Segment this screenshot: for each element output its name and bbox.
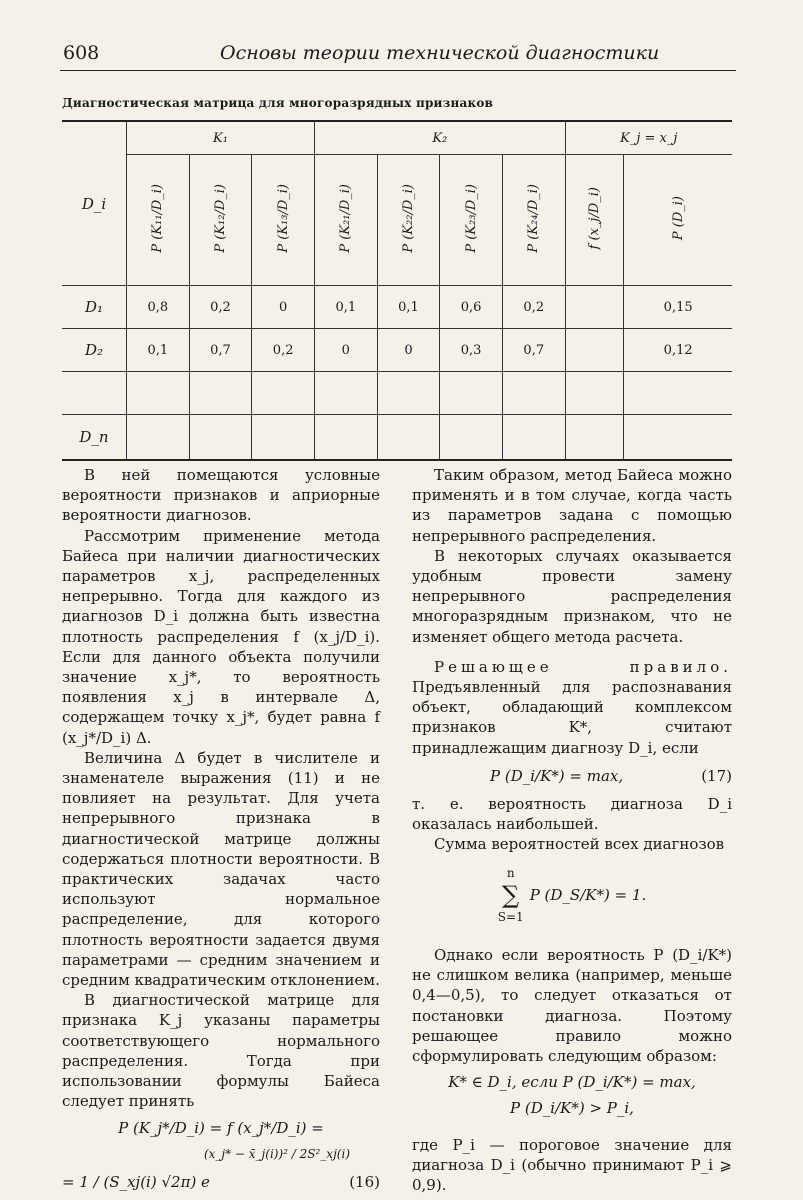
paragraph: В диагностической матрице для признака K_j указаны параметры соответствующего нормального распределения. Тогда при использовании формулы Байеса следует принять <box>62 991 380 1111</box>
table-cell <box>502 415 565 461</box>
table-cell <box>377 415 440 461</box>
table-cell: 0,1 <box>314 286 377 329</box>
right-column <box>412 465 732 1195</box>
equation-number: (17) <box>701 766 732 785</box>
table-cell: 0,12 <box>624 329 732 372</box>
equation-16 <box>62 1172 380 1192</box>
table-cell: 0 <box>252 286 315 329</box>
running-title: Основы теории технической диагностики <box>220 42 660 64</box>
table-cell: 0,1 <box>377 286 440 329</box>
row-label <box>62 372 127 415</box>
column-header: P (K₁₂/D_i) <box>189 155 252 286</box>
table-cell: 0,6 <box>440 286 503 329</box>
table-cell <box>440 372 503 415</box>
table-cell: 0,3 <box>440 329 503 372</box>
header-rule <box>60 70 736 71</box>
paragraph: В некоторых случаях оказывается удобным провести замену непрерывного распределения многоразрядным признаком, что не изменяет общего метода расчета. <box>412 546 732 646</box>
column-header: P (K₂₁/D_i) <box>314 155 377 286</box>
paragraph: Рассмотрим применение метода Байеса при наличии диагностических параметров x_j, распределенных непрерывно. Тогда для каждого из диагнозов D_i должна быть известна плотность распределения f (x_j/D_i). Если для данного объекта получили значение x_j*, то вероятность появления x_j в интервале Δ, содержащем точку x_j*, будет равна f (x_j*/D_i) Δ. <box>62 526 380 747</box>
sum-equation <box>412 863 732 927</box>
row-label: D_n <box>62 415 127 461</box>
column-header: P (K₁₃/D_i) <box>252 155 315 286</box>
table-cell <box>440 415 503 461</box>
paragraph: Величина Δ будет в числителе и знаменателе выражения (11) и не повлияет на результат. Для учета непрерывного признака в диагностической матрице должны содержаться плотности вероятности. В практических задачах часто используют нормальное распределение, для которого плотность вероятности задается двумя параметрами — средним значением и средним квадратическим отклонением. <box>62 748 380 990</box>
rule-line-2: P (D_i/K*) > P_i, <box>510 1099 634 1118</box>
row-label: D₂ <box>62 329 127 372</box>
table-cell: 0,1 <box>127 329 190 372</box>
row-label: D₁ <box>62 286 127 329</box>
paragraph: Однако если вероятность P (D_i/K*) не слишком велика (например, меньше 0,4—0,5), то следует отказаться от постановки диагноза. Поэтому решающее правило можно сформулировать следующим образом: <box>412 946 732 1066</box>
group-kj: K_j = x_j <box>565 121 732 155</box>
paragraph: Таким образом, метод Байеса можно применять и в том случае, когда часть из параметров задана с помощью непрерывного распределения. <box>412 466 732 545</box>
column-header: P (K₂₂/D_i) <box>377 155 440 286</box>
rule-line-1: K* ∈ D_i, если P (D_i/K*) = max, <box>448 1073 696 1092</box>
table-cell: 0,2 <box>189 286 252 329</box>
table-row <box>62 329 732 372</box>
column-header: P (K₂₄/D_i) <box>502 155 565 286</box>
table-cell <box>189 415 252 461</box>
table-cell: 0,7 <box>189 329 252 372</box>
table-cell <box>624 415 732 461</box>
equation-16-exponent: (x_j* − x̄_j(i))² / 2S²_xj(i) <box>203 1146 350 1161</box>
paragraph: Решающее правило. Предъявленный для распознавания объект, обладающий комплексом признаков K*, считают принадлежащим диагнозу D_i, если <box>412 657 732 757</box>
table-cell <box>314 372 377 415</box>
table-cell <box>189 372 252 415</box>
table-cell <box>127 372 190 415</box>
table-cell: 0,15 <box>624 286 732 329</box>
table-cell <box>252 415 315 461</box>
table-cell: 0 <box>314 329 377 372</box>
table-cell <box>565 372 624 415</box>
paragraph: где P_i — пороговое значение для диагноза D_i (обычно принимают P_i ⩾ 0,9). <box>412 1135 732 1195</box>
row-header-label: D_i <box>62 121 127 286</box>
group-k2: K₂ <box>314 121 565 155</box>
equation-16-bottom: = 1 / (S_xj(i) √2π) e <box>62 1172 210 1191</box>
column-header: P (K₁₁/D_i) <box>127 155 190 286</box>
equation-16-top: P (K_j*/D_i) = f (x_j*/D_i) = <box>118 1118 324 1137</box>
column-header: P (D_i) <box>624 155 732 286</box>
table-caption: Диагностическая матрица для многоразрядных признаков <box>62 96 494 110</box>
left-column <box>62 465 380 1200</box>
table-cell <box>314 415 377 461</box>
table-cell <box>565 415 624 461</box>
paragraph: Сумма вероятностей всех диагнозов <box>434 835 725 854</box>
table-cell <box>252 372 315 415</box>
table-cell: 0,2 <box>502 286 565 329</box>
paragraph: т. е. вероятность диагноза D_i оказалась наибольшей. <box>412 795 732 834</box>
sum-sign: n ∑ S=1 <box>497 865 524 924</box>
diagnostic-matrix <box>62 120 732 461</box>
sum-expression: P (D_S/K*) = 1. <box>529 885 647 904</box>
column-header: f (x_j/D_i) <box>565 155 624 286</box>
table-cell <box>624 372 732 415</box>
table-cell <box>127 415 190 461</box>
table-row <box>62 415 732 461</box>
table-cell <box>502 372 565 415</box>
column-header: P (K₂₃/D_i) <box>440 155 503 286</box>
equation-17 <box>412 766 732 786</box>
table-cell <box>565 286 624 329</box>
section-heading: Решающее правило. <box>434 657 732 676</box>
table-cell <box>565 329 624 372</box>
table-cell: 0,7 <box>502 329 565 372</box>
table-cell: 0,8 <box>127 286 190 329</box>
equation-number: (16) <box>349 1172 380 1191</box>
table-row <box>62 286 732 329</box>
table-row <box>62 372 732 415</box>
table-cell: 0 <box>377 329 440 372</box>
table-cell: 0,2 <box>252 329 315 372</box>
paragraph: В ней помещаются условные вероятности признаков и априорные вероятности диагнозов. <box>62 466 380 525</box>
equation-17-body: P (D_i/K*) = max, <box>490 766 624 785</box>
group-k1: K₁ <box>127 121 315 155</box>
table-cell <box>377 372 440 415</box>
page-number: 608 <box>63 42 100 64</box>
